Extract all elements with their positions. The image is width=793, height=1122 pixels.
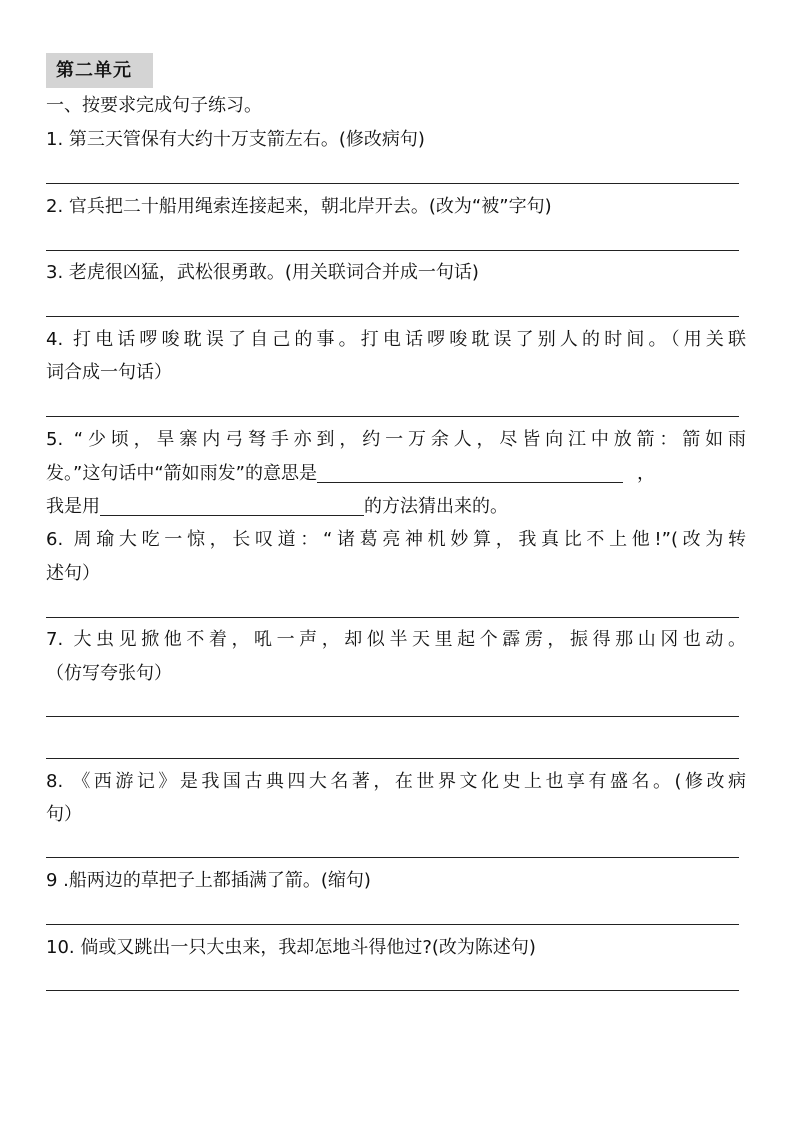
question-3: 3. 老虎很凶猛，武松很勇敢。(用关联词合并成一句话) bbox=[46, 262, 479, 283]
question-2: 2. 官兵把二十船用绳索连接起来，朝北岸开去。(改为“被”字句) bbox=[46, 196, 552, 217]
answer-line-7a[interactable] bbox=[46, 716, 739, 717]
answer-line-10[interactable] bbox=[46, 990, 739, 991]
answer-blank-5b[interactable] bbox=[100, 495, 364, 516]
answer-line-8[interactable] bbox=[46, 857, 739, 858]
question-9: 9 .船两边的草把子上都插满了箭。(缩句) bbox=[46, 870, 371, 891]
question-4-line-1: 4. 打电话啰唆耽误了自己的事。打电话啰唆耽误了别人的时间。（用关联 bbox=[46, 329, 746, 350]
question-5-text-b: 我是用 bbox=[46, 496, 100, 517]
question-5-text-c: 的方法猜出来的。 bbox=[364, 496, 508, 517]
question-1: 1. 第三天管保有大约十万支箭左右。(修改病句) bbox=[46, 129, 425, 150]
unit-title: 第二单元 bbox=[46, 53, 153, 88]
section-heading: 一、按要求完成句子练习。 bbox=[46, 95, 262, 116]
question-6-line-2: 述句） bbox=[46, 563, 100, 584]
answer-line-1[interactable] bbox=[46, 183, 739, 184]
question-7-line-1: 7. 大虫见掀他不着，吼一声，却似半天里起个霹雳，振得那山冈也动。 bbox=[46, 629, 746, 650]
answer-line-4[interactable] bbox=[46, 416, 739, 417]
question-4-line-2: 词合成一句话） bbox=[46, 362, 172, 383]
answer-line-7b[interactable] bbox=[46, 758, 739, 759]
question-8-line-2: 句） bbox=[46, 804, 82, 825]
question-7-line-2: （仿写夸张句） bbox=[46, 663, 172, 684]
answer-blank-5a[interactable] bbox=[317, 462, 623, 483]
question-10: 10. 倘或又跳出一只大虫来，我却怎地斗得他过?(改为陈述句) bbox=[46, 937, 536, 958]
question-8-line-1: 8. 《西游记》是我国古典四大名著，在世界文化史上也享有盛名。(修改病 bbox=[46, 771, 746, 792]
answer-line-2[interactable] bbox=[46, 250, 739, 251]
answer-line-6[interactable] bbox=[46, 617, 739, 618]
answer-line-9[interactable] bbox=[46, 924, 739, 925]
question-5-line-2 bbox=[46, 462, 655, 486]
question-5-line-3 bbox=[46, 495, 508, 519]
answer-line-3[interactable] bbox=[46, 316, 739, 317]
question-5-comma: ， bbox=[636, 463, 655, 484]
question-5-text-a: 发。”这句话中“箭如雨发”的意思是 bbox=[46, 463, 317, 484]
question-5-line-1: 5. “少顷，旱寨内弓弩手亦到，约一万余人，尽皆向江中放箭：箭如雨 bbox=[46, 429, 746, 450]
question-6-line-1: 6. 周瑜大吃一惊，长叹道：“诸葛亮神机妙算，我真比不上他!”(改为转 bbox=[46, 529, 746, 550]
